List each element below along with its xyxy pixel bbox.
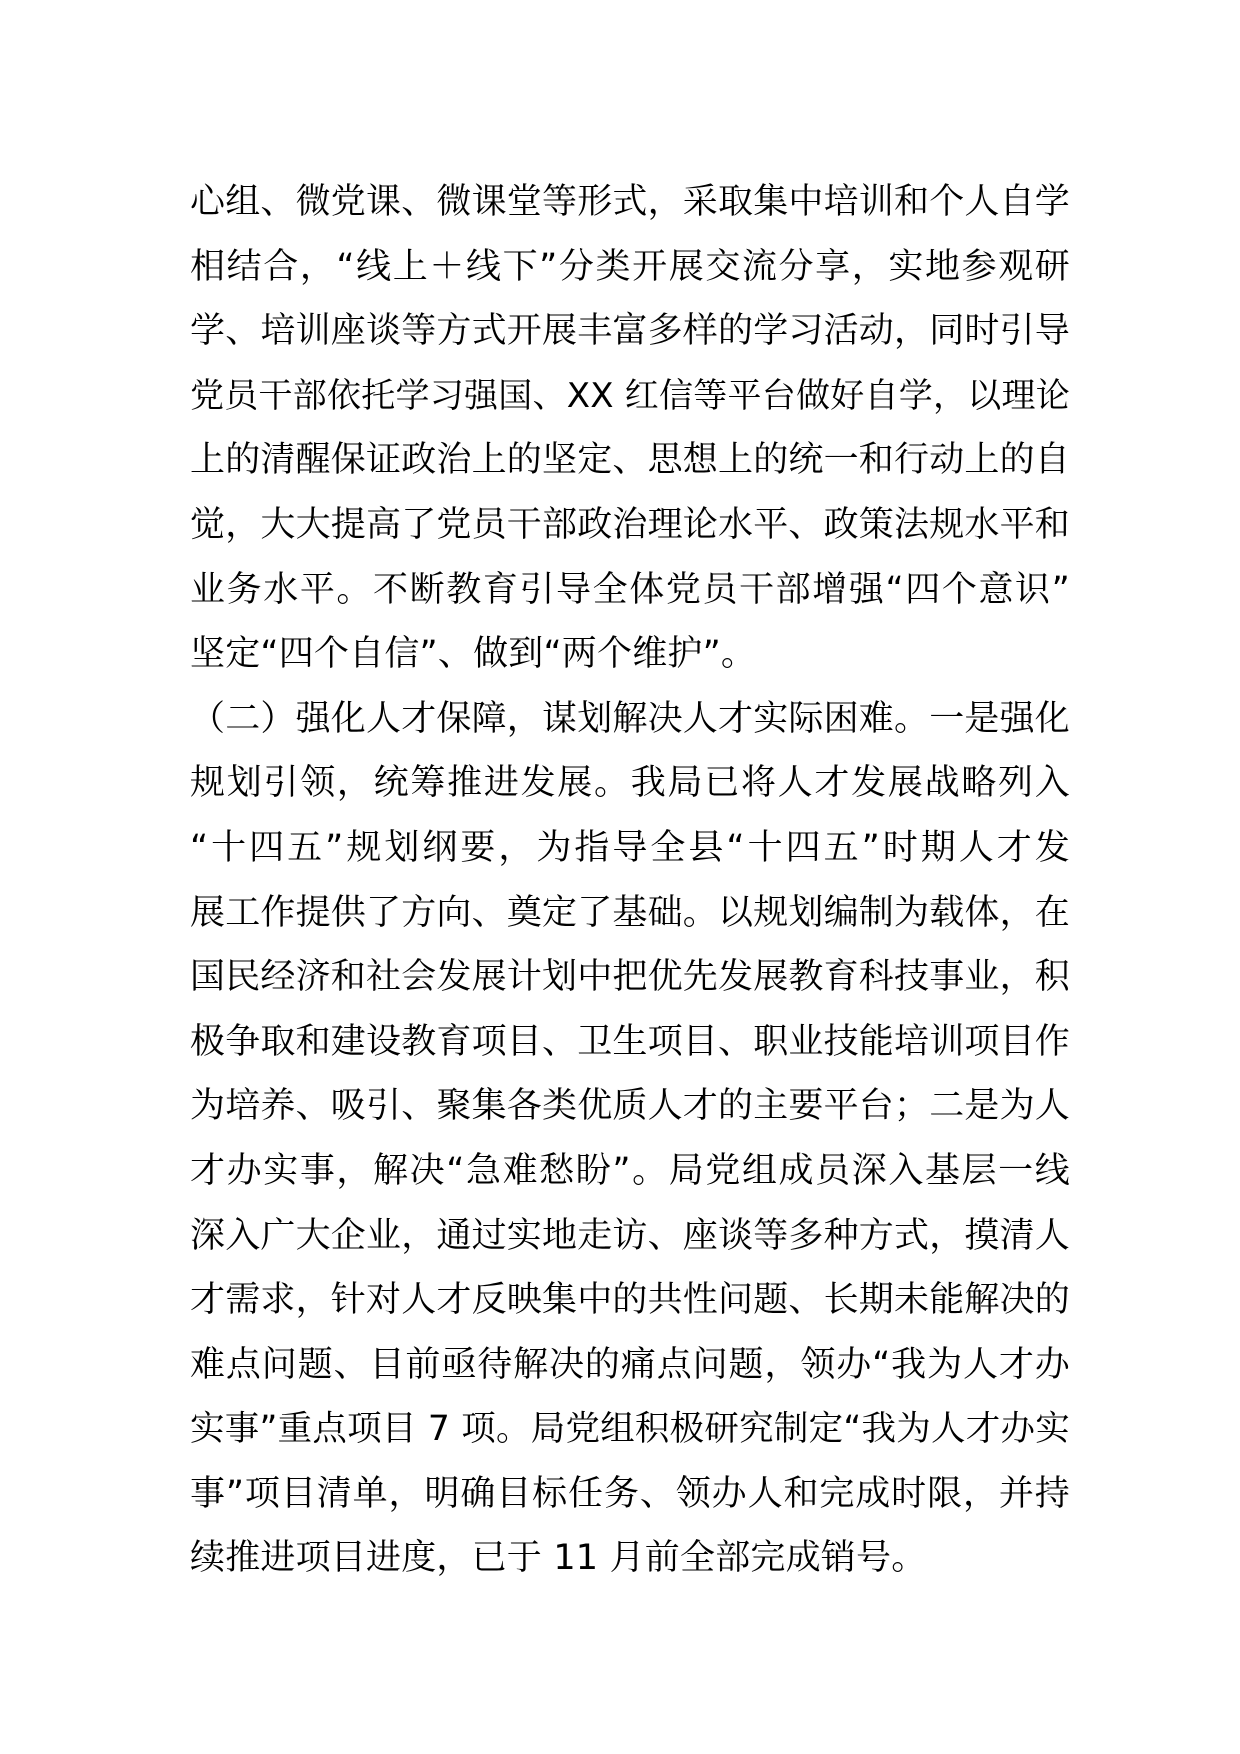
- text-line: 事”项目清单，明确目标任务、领办人和完成时限，并持: [190, 1473, 1070, 1514]
- text-line: 坚定“四个自信”、做到“两个维护”。: [190, 634, 757, 675]
- text-line: 业务水平。不断教育引导全体党员干部增强“四个意识”: [190, 569, 1070, 610]
- section-heading-line: （二）强化人才保障，谋划解决人才实际困难。一是强化: [190, 698, 1071, 739]
- text-line: 才办实事，解决“急难愁盼”。局党组成员深入基层一线: [190, 1150, 1070, 1191]
- text-line: 心组、微党课、微课堂等形式，采取集中培训和个人自学: [190, 182, 1071, 222]
- text-line: 难点问题、目前亟待解决的痛点问题，领办“我为人才办: [190, 1344, 1070, 1385]
- text-line: 规划引领，统筹推进发展。我局已将人才发展战略列入: [190, 763, 1070, 804]
- text-line: 续推进项目进度，已于 11 月前全部完成销号。: [190, 1538, 927, 1579]
- text-line: 上的清醒保证政治上的坚定、思想上的统一和行动上的自: [190, 440, 1071, 481]
- text-line: 才需求，针对人才反映集中的共性问题、长期未能解决的: [190, 1280, 1071, 1321]
- text-line: 学、培训座谈等方式开展丰富多样的学习活动，同时引导: [190, 311, 1071, 352]
- text-line: 极争取和建设教育项目、卫生项目、职业技能培训项目作: [190, 1021, 1071, 1062]
- text-line: 国民经济和社会发展计划中把优先发展教育科技事业，积: [190, 957, 1071, 998]
- text-line: 为培养、吸引、聚集各类优质人才的主要平台；二是为人: [190, 1086, 1071, 1127]
- text-line: 党员干部依托学习强国、XX 红信等平台做好自学，以理论: [190, 375, 1070, 416]
- body-text: [190, 170, 1070, 1591]
- text-line: 相结合，“线上＋线下”分类开展交流分享，实地参观研: [190, 246, 1070, 287]
- text-line: 深入广大企业，通过实地走访、座谈等多种方式，摸清人: [190, 1215, 1071, 1256]
- text-line: 展工作提供了方向、奠定了基础。以规划编制为载体，在: [190, 892, 1071, 933]
- text-line: 觉，大大提高了党员干部政治理论水平、政策法规水平和: [190, 504, 1071, 545]
- text-line: 实事”重点项目 7 项。局党组积极研究制定“我为人才办实: [190, 1409, 1070, 1450]
- text-line: “十四五”规划纲要，为指导全县“十四五”时期人才发: [190, 827, 1070, 868]
